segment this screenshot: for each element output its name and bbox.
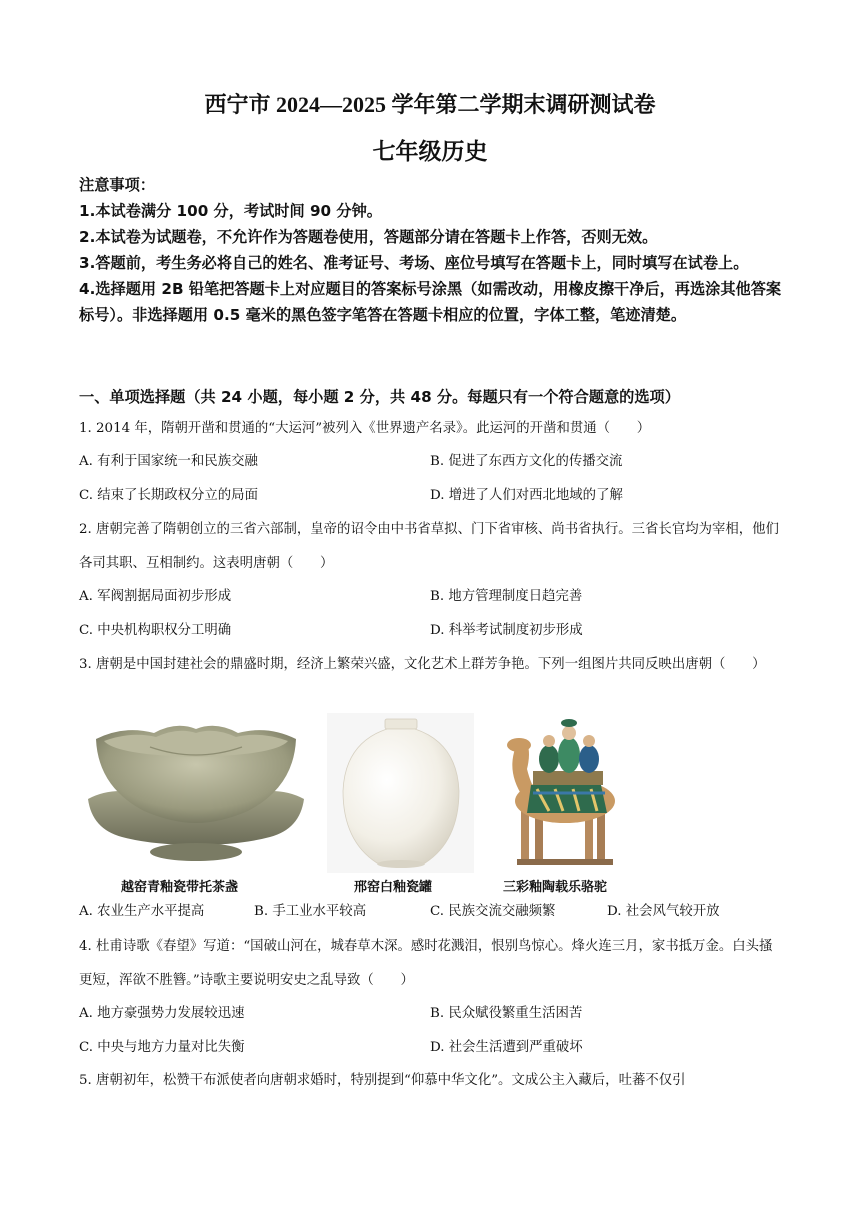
notes-heading: 注意事项： [79,176,155,194]
celadon-tea-bowl-image [80,717,312,877]
image-caption: 越窑青釉瓷带托茶盏 [121,880,239,895]
note-item: 1.本试卷满分 100 分，考试时间 90 分钟。 [79,202,382,220]
question-4-stem: 4. 杜甫诗歌《春望》写道：“国破山河在，城春草木深。感时花溅泪，恨别鸟惊心。烽火连三月，家书抵万金。白头搔更短，浑欲不胜簪。”诗歌主要说明安史之乱导致（ ） [79,939,773,988]
question-1-option-a[interactable]: A. 有利于国家统一和民族交融 [79,454,258,469]
white-porcelain-jar-image [327,713,474,873]
question-1-option-b[interactable]: B. 促进了东西方文化的传播交流 [430,454,623,469]
note-item: 4.选择题用 2B 铅笔把答题卡上对应题目的答案标号涂黑（如需改动，用橡皮擦干净后，再选涂其他答案标号）。非选择题用 0.5 毫米的黑色签字笔答在答题卡相应的位置，字体工整，笔迹清楚。 [79,280,782,324]
question-2-option-d[interactable]: D. 科举考试制度初步形成 [430,623,583,638]
question-3-option-a[interactable]: A. 农业生产水平提高 [79,904,205,919]
image-caption: 三彩釉陶载乐骆驼 [503,880,608,895]
notes-block [79,172,785,328]
question-4-option-b[interactable]: B. 民众赋役繁重生活困苦 [430,1006,583,1021]
image-caption: 邢窑白釉瓷罐 [354,880,433,895]
question-4-option-c[interactable]: C. 中央与地方力量对比失衡 [79,1040,245,1055]
note-item: 3.答题前，考生务必将自己的姓名、准考证号、考场、座位号填写在答题卡上，同时填写在试卷上。 [79,254,749,272]
question-2-option-c[interactable]: C. 中央机构职权分工明确 [79,623,232,638]
question-1-option-d[interactable]: D. 增进了人们对西北地域的了解 [430,488,623,503]
section-heading: 一、单项选择题（共 24 小题，每小题 2 分，共 48 分。每题只有一个符合题意的选项） [79,388,680,406]
note-item: 2.本试卷为试题卷，不允许作为答题卷使用，答题部分请在答题卡上作答，否则无效。 [79,228,658,246]
exam-title: 西宁市 2024—2025 学年第二学期末调研测试卷 [204,92,656,117]
question-3-option-d[interactable]: D. 社会风气较开放 [607,904,720,919]
question-2-option-a[interactable]: A. 军阀割据局面初步形成 [79,589,232,604]
question-4-option-d[interactable]: D. 社会生活遭到严重破坏 [430,1040,583,1055]
exam-subtitle: 七年级历史 [372,139,488,164]
question-1-stem: 1. 2014 年，隋朝开凿和贯通的“大运河”被列入《世界遗产名录》。此运河的开凿和贯通（ ） [79,421,651,436]
question-2-stem: 2. 唐朝完善了隋朝创立的三省六部制，皇帝的诏令由中书省草拟、门下省审核、尚书省执行。三省长官均为宰相，他们各司其职、互相制约。这表明唐朝（ ） [79,522,779,571]
question-1-option-c[interactable]: C. 结束了长期政权分立的局面 [79,488,258,503]
question-2-option-b[interactable]: B. 地方管理制度日趋完善 [430,589,583,604]
question-3-stem: 3. 唐朝是中国封建社会的鼎盛时期，经济上繁荣兴盛，文化艺术上群芳争艳。下列一组图片共同反映出唐朝（ ） [79,657,766,672]
question-4-option-a[interactable]: A. 地方豪强势力发展较迅速 [79,1006,245,1021]
sancai-camel-image [497,713,629,875]
question-3-option-c[interactable]: C. 民族交流交融频繁 [430,904,556,919]
question-5-stem: 5. 唐朝初年，松赞干布派使者向唐朝求婚时，特别提到“仰慕中华文化”。文成公主入藏后，吐蕃不仅引 [79,1073,686,1088]
question-3-option-b[interactable]: B. 手工业水平较高 [254,904,367,919]
